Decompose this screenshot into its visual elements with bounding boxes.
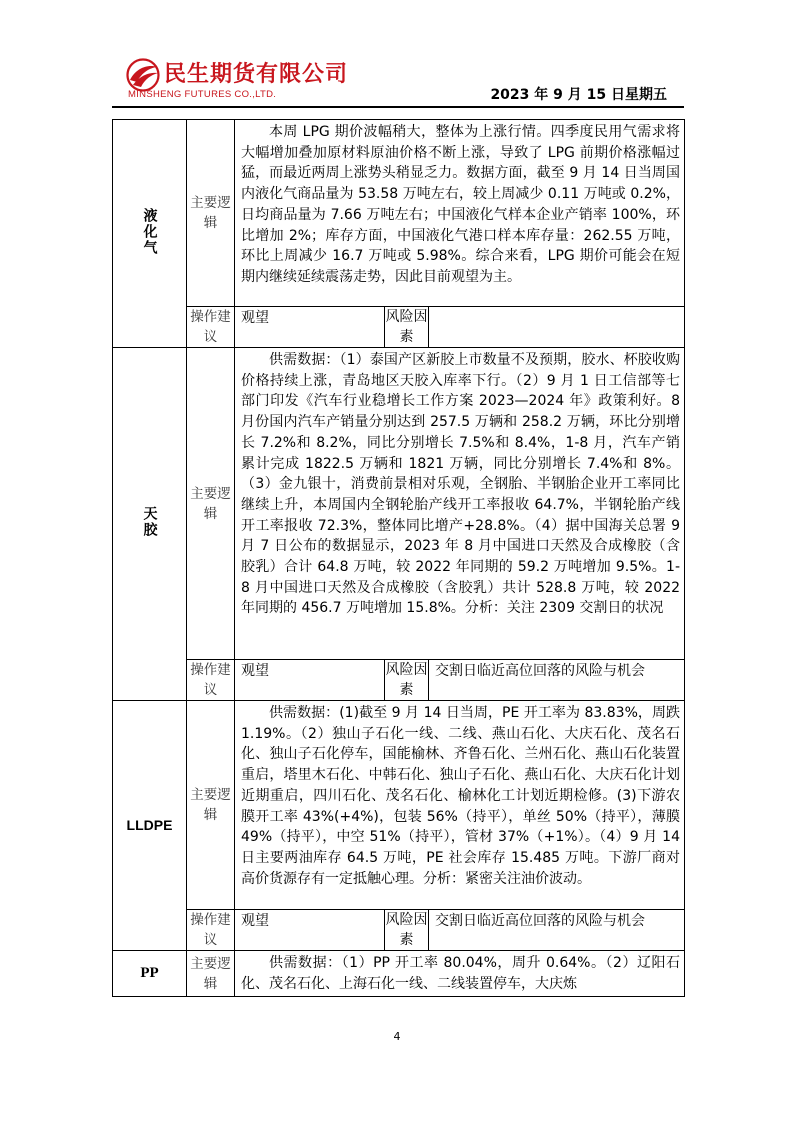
main-logic-label: 主要逻辑 [187,348,235,660]
operation-label: 操作建议 [187,660,235,701]
minsheng-logo-icon [126,58,160,92]
table-row [113,910,685,951]
logic-paragraph: 供需数据：（1）PP 开工率 80.04%，周升 0.64%。（2）辽阳石化、茂名石化、上海石化一线、二线装置停车，大庆炼 [241,955,681,992]
product-cell-pp [113,951,187,997]
operation-label: 操作建议 [187,307,235,348]
risk-value: 交割日临近高位回落的风险与机会 [429,910,685,951]
commodity-analysis-table [112,119,685,997]
operation-value: 观望 [235,910,385,951]
product-name: 天胶 [141,506,158,538]
table-row [113,701,685,910]
main-logic-text [235,701,685,910]
company-name-cn: 民生期货有限公司 [164,62,349,87]
table-row [113,307,685,348]
company-name-en: MINSHENG FUTURES CO.,LTD. [128,89,277,100]
risk-value [429,307,685,348]
page-header [0,0,794,112]
product-cell-rubber [113,348,187,701]
operation-label: 操作建议 [187,910,235,951]
table-row [113,660,685,701]
logic-paragraph: 本周 LPG 期价波幅稍大，整体为上涨行情。四季度民用气需求将大幅增加叠加原材料原油价格不断上涨，导致了 LPG 前期价格涨幅过猛，而最近两周上涨势头稍显乏力。数据方面，截至 9 月 14 日当周国内液化气商品量为 53.58 万吨左右，较上周减少 0.11 万吨或 0.2%，日均商品量为 7.66 万吨左右；中国液化气样本企业产销率 100%，环比增加 2%；库存方面，中国液化气港口样本库存量：262.55 万吨，环比上周减少 16.7 万吨或 5.98%。综合来看，LPG 期价可能会在短期内继续延续震荡走势，因此目前观望为主。 [241,124,681,285]
operation-value: 观望 [235,307,385,348]
logic-paragraph: 供需数据：(1)截至 9 月 14 日当周，PE 开工率为 83.83%，周跌 1.19%。（2）独山子石化一线、二线、燕山石化、大庆石化、茂名石化、独山子石化停车，国能榆林、齐鲁石化、兰州石化、燕山石化装置重启，塔里木石化、中韩石化、独山子石化、燕山石化、大庆石化计划近期重启，四川石化、茂名石化、榆林化工计划近期检修。(3)下游农膜开工率 43%(+4%)，包装 56%（持平），单丝 50%（持平），薄膜 49%（持平），中空 51%（持平），管材 37%（+1%）。（4）9 月 14 日主要两油库存 64.5 万吨，PE 社会库存 15.485 万吨。下游厂商对高价货源存有一定抵触心理。分析：紧密关注油价波动。 [241,705,681,887]
table-row [113,120,685,307]
main-logic-label: 主要逻辑 [187,120,235,307]
page-number: 4 [393,1030,401,1043]
main-logic-text [235,951,685,997]
product-name: LLDPE [126,817,173,833]
product-name: PP [140,965,159,982]
header-divider [112,106,684,108]
risk-label: 风险因素 [385,307,429,348]
main-logic-label: 主要逻辑 [187,701,235,910]
table-row [113,951,685,997]
main-logic-text [235,348,685,660]
main-logic-text [235,120,685,307]
risk-value: 交割日临近高位回落的风险与机会 [429,660,685,701]
product-name: 液化气 [141,207,158,256]
report-date: 2023 年 9 月 15 日星期五 [490,87,667,103]
main-logic-label: 主要逻辑 [187,951,235,997]
logic-paragraph: 供需数据：（1）泰国产区新胶上市数量不及预期，胶水、杯胶收购价格持续上涨，青岛地区天胶入库率下行。（2）9 月 1 日工信部等七部门印发《汽车行业稳增长工作方案 2023—2024 年》政策利好。8 月份国内汽车产销量分别达到 257.5 万辆和 258.2 万辆，环比分别增长 7.2%和 8.2%，同比分别增长 7.5%和 8.4%，1-8 月，汽车产销累计完成 1822.5 万辆和 1821 万辆，同比分别增长 7.4%和 8%。（3）金九银十，消费前景相对乐观，全钢胎、半钢胎企业开工率同比继续上升，本周国内全钢轮胎产线开工率报收 64.7%，半钢轮胎产线开工率报收 72.3%，整体同比增产+28.8%。（4）据中国海关总署 9 月 7 日公布的数据显示，2023 年 8 月中国进口天然及合成橡胶（含胶乳）合计 64.8 万吨，较 2022 年同期的 59.2 万吨增加 9.5%。1-8 月中国进口天然及合成橡胶（含胶乳）共计 528.8 万吨，较 2022 年同期的 456.7 万吨增加 15.8%。分析：关注 2309 交割日的状况 [241,352,681,617]
risk-label: 风险因素 [385,910,429,951]
company-logo [126,58,366,102]
risk-label: 风险因素 [385,660,429,701]
table-row [113,348,685,660]
product-cell-lldpe [113,701,187,951]
operation-value: 观望 [235,660,385,701]
product-cell-lpg [113,120,187,348]
